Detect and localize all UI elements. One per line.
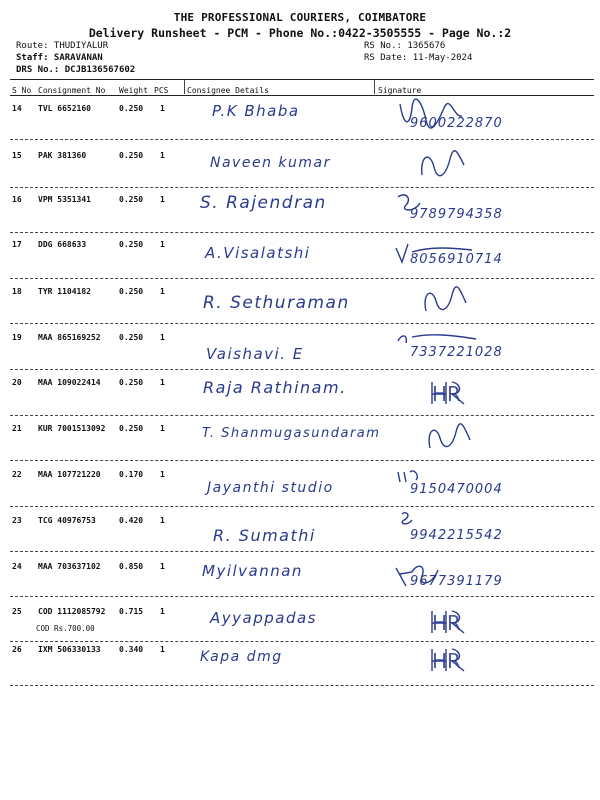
row-separator (10, 460, 594, 461)
row-separator (10, 232, 594, 233)
row-sno: 14 (12, 104, 22, 113)
row-consignee-handwritten: Myilvannan (202, 562, 303, 580)
row-pcs: 1 (160, 645, 165, 654)
row-weight: 0.250 (119, 195, 144, 204)
row-consignment-no: MAA 107721220 (38, 470, 101, 479)
row-consignee-handwritten: Vaishavi. E (206, 345, 304, 363)
row-sno: 20 (12, 378, 22, 387)
row-separator (10, 369, 594, 370)
row-signature-initials: HR (432, 382, 461, 406)
row-separator (10, 685, 594, 686)
row-consignment-no: TCG 40976753 (38, 516, 96, 525)
row-pcs: 1 (160, 516, 165, 525)
table-top-rule (10, 79, 594, 80)
row-sno: 17 (12, 240, 22, 249)
row-consignee-handwritten: Ayyappadas (210, 609, 317, 627)
row-weight: 0.250 (119, 424, 144, 433)
row-weight: 0.850 (119, 562, 144, 571)
row-separator (10, 278, 594, 279)
row-pcs: 1 (160, 151, 165, 160)
runsheet-subtitle: Delivery Runsheet - PCM - Phone No.:0422-3505555 - Page No.:2 (88, 26, 512, 40)
row-pcs: 1 (160, 195, 165, 204)
row-weight: 0.250 (119, 240, 144, 249)
row-pcs: 1 (160, 240, 165, 249)
row-separator (10, 323, 594, 324)
row-pcs: 1 (160, 607, 165, 616)
row-signature-phone: 7337221028 (410, 345, 503, 360)
company-title: THE PROFESSIONAL COURIERS, COIMBATORE (173, 11, 427, 24)
row-consignment-no: IXM 506330133 (38, 645, 101, 654)
row-consignment-no: KUR 7001513092 (38, 424, 106, 433)
row-consignee-handwritten: T. Shanmugasundaram (202, 426, 381, 441)
row-consignee-handwritten: Naveen kumar (210, 155, 331, 171)
col-header-consignment: Consignment No (38, 86, 106, 95)
row-pcs: 1 (160, 287, 165, 296)
row-pcs: 1 (160, 424, 165, 433)
table-header-rule (10, 95, 594, 96)
row-signature-phone: 9150470004 (410, 482, 503, 497)
signature-scribble (392, 418, 482, 452)
row-sno: 21 (12, 424, 22, 433)
row-signature-phone: 9789794358 (410, 207, 503, 222)
column-divider (184, 80, 185, 94)
row-consignee-handwritten: Kapa dmg (200, 649, 283, 665)
row-consignment-no: MAA 703637102 (38, 562, 101, 571)
col-header-signature: Signature (378, 86, 422, 95)
row-consignee-handwritten: Jayanthi studio (207, 480, 334, 496)
row-separator (10, 506, 594, 507)
row-consignment-no: MAA 865169252 (38, 333, 101, 342)
row-separator (10, 139, 594, 140)
row-separator (10, 415, 594, 416)
rs-number: RS No.: 1365676 (364, 41, 446, 51)
row-consignment-no: VPM 5351341 (38, 195, 91, 204)
row-pcs: 1 (160, 470, 165, 479)
row-signature-initials: HR (432, 649, 461, 673)
row-weight: 0.420 (119, 516, 144, 525)
row-weight: 0.250 (119, 287, 144, 296)
row-sno: 22 (12, 470, 22, 479)
row-signature-phone: 9600222870 (410, 116, 503, 131)
row-sno: 24 (12, 562, 22, 571)
drs-number: DRS No.: DCJB136567602 (16, 65, 136, 75)
row-weight: 0.250 (119, 378, 144, 387)
row-consignee-handwritten: Raja Rathinam. (203, 378, 347, 397)
row-sno: 18 (12, 287, 22, 296)
row-consignee-handwritten: R. Sethuraman (203, 293, 350, 313)
col-header-weight: Weight (119, 86, 148, 95)
route-label: Route: THUDIYALUR (16, 41, 109, 51)
staff-label: Staff: SARAVANAN (16, 53, 103, 63)
row-separator (10, 596, 594, 597)
row-consignee-handwritten: A.Visalatshi (205, 244, 311, 262)
row-separator (10, 551, 594, 552)
row-weight: 0.715 (119, 607, 144, 616)
row-consignment-no: MAA 109022414 (38, 378, 101, 387)
row-consignee-handwritten: S. Rajendran (200, 193, 327, 213)
signature-scribble (392, 281, 482, 315)
row-sno: 25 (12, 607, 22, 616)
column-divider (374, 80, 375, 94)
row-sno: 15 (12, 151, 22, 160)
signature-scribble (392, 145, 482, 179)
row-signature-phone: 8056910714 (410, 252, 503, 267)
row-consignment-no: COD 1112085792 (38, 607, 106, 616)
row-weight: 0.250 (119, 333, 144, 342)
row-weight: 0.170 (119, 470, 144, 479)
row-consignment-no: TVL 6652160 (38, 104, 91, 113)
row-pcs: 1 (160, 378, 165, 387)
row-consignee-handwritten: R. Sumathi (213, 526, 316, 545)
row-weight: 0.250 (119, 151, 144, 160)
row-consignment-no: PAK 381360 (38, 151, 87, 160)
row-weight: 0.250 (119, 104, 144, 113)
row-separator (10, 187, 594, 188)
row-sno: 19 (12, 333, 22, 342)
row-cod-amount: COD Rs.700.00 (36, 624, 95, 633)
row-signature-initials: HR (432, 611, 461, 635)
rs-date: RS Date: 11-May-2024 (364, 53, 473, 63)
row-pcs: 1 (160, 104, 165, 113)
row-signature-phone: 9942215542 (410, 528, 503, 543)
row-sno: 23 (12, 516, 22, 525)
row-pcs: 1 (160, 333, 165, 342)
row-weight: 0.340 (119, 645, 144, 654)
row-sno: 26 (12, 645, 22, 654)
col-header-sno: S No (12, 86, 32, 95)
col-header-consignee: Consignee Details (187, 86, 269, 95)
row-sno: 16 (12, 195, 22, 204)
row-consignment-no: DDG 668633 (38, 240, 87, 249)
row-separator (10, 641, 594, 642)
row-pcs: 1 (160, 562, 165, 571)
col-header-pcs: PCS (154, 86, 169, 95)
row-consignee-handwritten: P.K Bhaba (212, 102, 300, 120)
row-consignment-no: TYR 1104182 (38, 287, 91, 296)
row-signature-phone: 9677391179 (410, 574, 503, 589)
